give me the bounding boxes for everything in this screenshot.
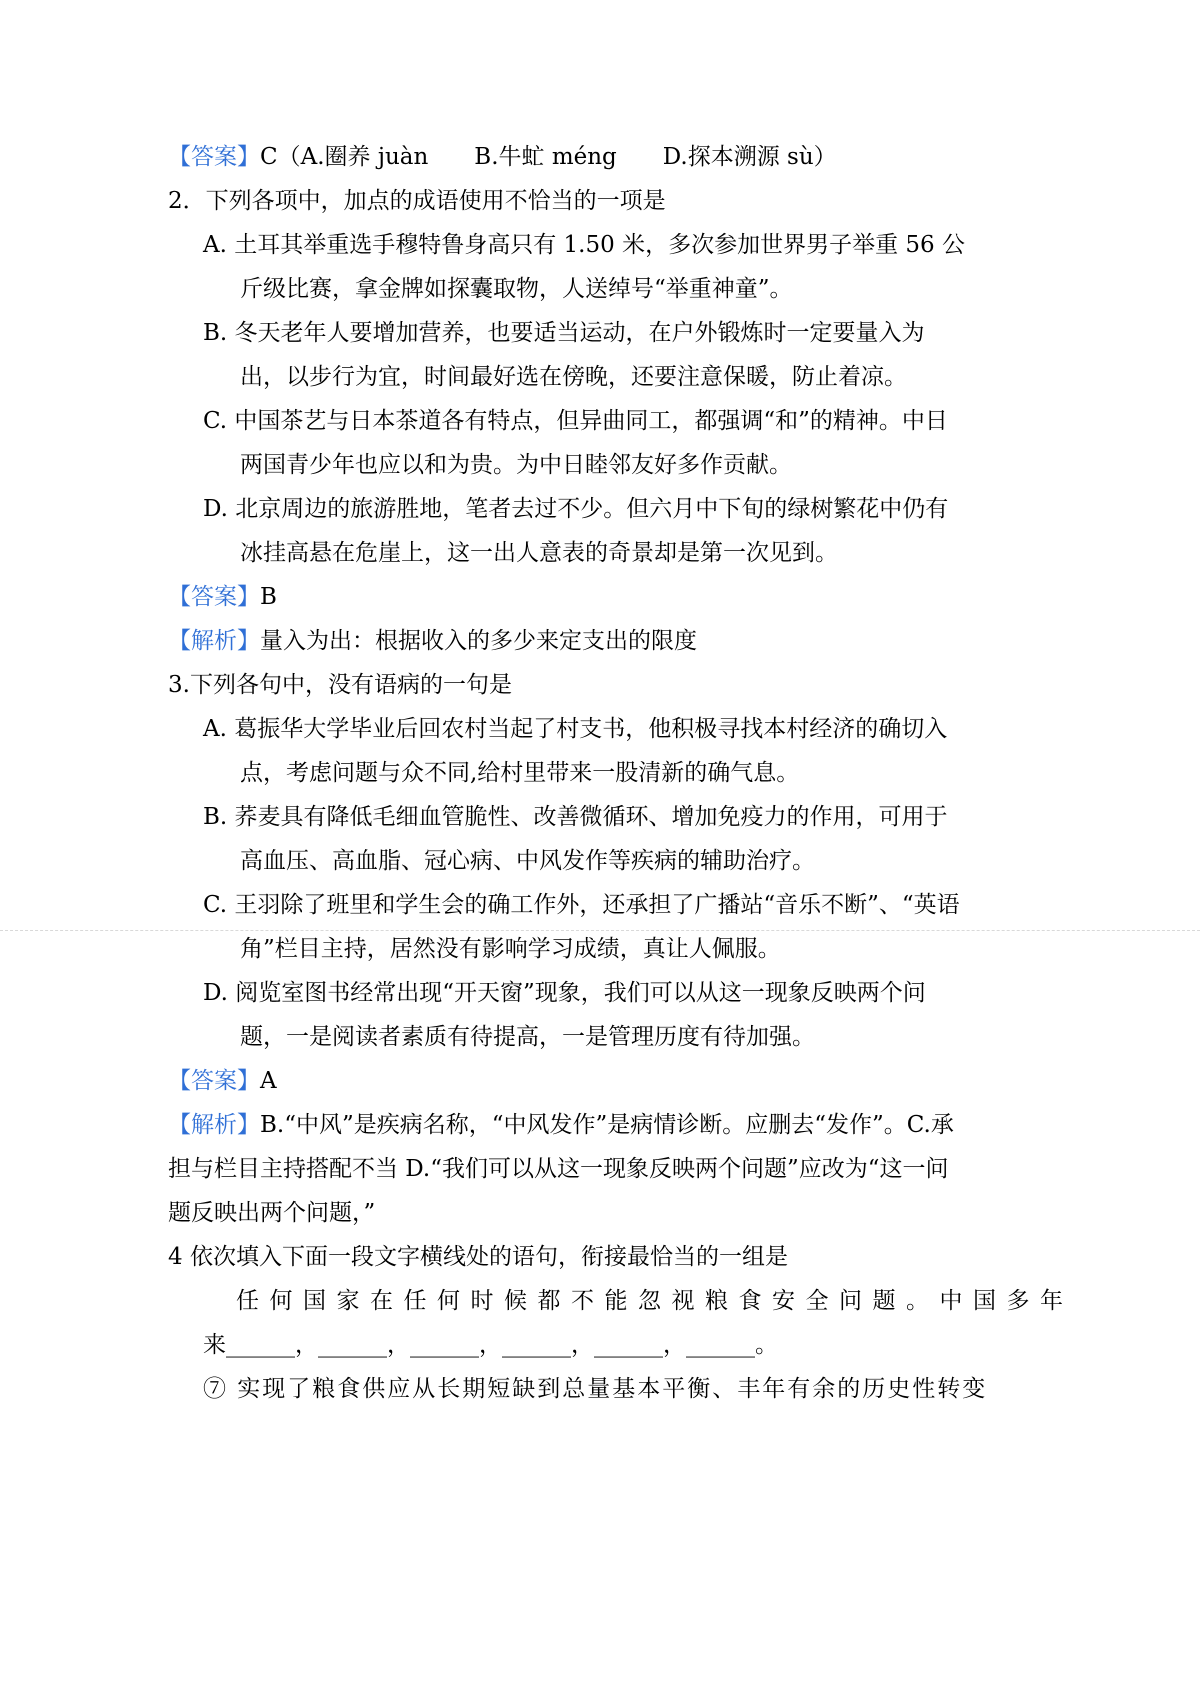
q2-option-b-line1: B. 冬天老年人要增加营养，也要适当运动，在户外锻炼时一定要量入为 [203,320,925,346]
q1-answer-text: C（A.圈养 juàn B.牛虻 méng D.探本溯源 sù） [260,144,837,170]
q2-option-b-line2: 出，以步行为宜，时间最好选在傍晚，还要注意保暖，防止着凉。 [240,364,907,390]
answer-label: 【答案】 [168,144,260,170]
q3-analysis-line1 [168,1110,954,1140]
q2-option-d-line2: 冰挂高悬在危崖上，这一出人意表的奇景却是第一次见到。 [240,540,838,566]
q3-option-c-line2: 角”栏目主持，居然没有影响学习成绩，真让人佩服。 [240,936,781,962]
q3-option-d-line2: 题，一是阅读者素质有待提高，一是管理历度有待加强。 [240,1024,815,1050]
q3-answer-text: A [260,1068,277,1094]
answer-label: 【答案】 [168,584,260,610]
q3-option-a-line2: 点，考虑问题与众不同,给村里带来一股清新的确气息。 [240,760,800,786]
q4-item-7: ⑦ 实现了粮食供应从长期短缺到总量基本平衡、丰年有余的历史性转变 [203,1376,988,1402]
answer-label: 【答案】 [168,1068,260,1094]
q3-option-a-line1: A. 葛振华大学毕业后回农村当起了村支书，他积极寻找本村经济的确切入 [203,716,948,742]
q2-answer-line [168,582,277,612]
q3-option-d-line1: D. 阅览室图书经常出现“开天窗”现象，我们可以从这一现象反映两个问 [203,980,926,1006]
q2-option-a-line1: A. 土耳其举重选手穆特鲁身高只有 1.50 米，多次参加世界男子举重 56 公 [203,232,965,258]
q2-option-c-line2: 两国青少年也应以和为贵。为中日睦邻友好多作贡献。 [240,452,792,478]
q3-answer-line [168,1066,277,1096]
q2-stem: 2．下列各项中，加点的成语使用不恰当的一项是 [168,188,666,214]
analysis-label: 【解析】 [168,628,260,654]
page-divider [0,930,1200,931]
q3-analysis-line3: 题反映出两个问题，” [168,1200,376,1226]
q3-option-c-line1: C. 王羽除了班里和学生会的确工作外，还承担了广播站“音乐不断”、“英语 [203,892,960,918]
q2-option-d-line1: D. 北京周边的旅游胜地，笔者去过不少。但六月中下旬的绿树繁花中仍有 [203,496,949,522]
q2-analysis-line [168,626,697,656]
q3-stem: 3.下列各句中，没有语病的一句是 [168,672,512,698]
q2-analysis-text: 量入为出：根据收入的多少来定支出的限度 [260,628,697,654]
q3-analysis-text1: B.“中风”是疾病名称，“中风发作”是病情诊断。应删去“发作”。C.承 [260,1112,954,1138]
q1-answer-line [168,142,837,172]
q2-option-c-line1: C. 中国茶艺与日本茶道各有特点，但异曲同工，都强调“和”的精神。中日 [203,408,948,434]
q2-answer-text: B [260,584,277,610]
q4-passage-line2: 来______，______，______，______，______，______。 [203,1332,778,1358]
analysis-label: 【解析】 [168,1112,260,1138]
q3-option-b-line1: B. 荞麦具有降低毛细血管脆性、改善微循环、增加免疫力的作用，可用于 [203,804,948,830]
q4-stem: 4 依次填入下面一段文字横线处的语句，衔接最恰当的一组是 [168,1244,788,1270]
q3-option-b-line2: 高血压、高血脂、冠心病、中风发作等疾病的辅助治疗。 [240,848,815,874]
q2-option-a-line2: 斤级比赛，拿金牌如探囊取物，人送绰号“举重神童”。 [240,276,793,302]
q4-passage-line1: 任何国家在任何时候都不能忽视粮食安全问题。中国多年 [236,1288,1074,1314]
q3-analysis-line2: 担与栏目主持搭配不当 D.“我们可以从这一现象反映两个问题”应改为“这一问 [168,1156,949,1182]
